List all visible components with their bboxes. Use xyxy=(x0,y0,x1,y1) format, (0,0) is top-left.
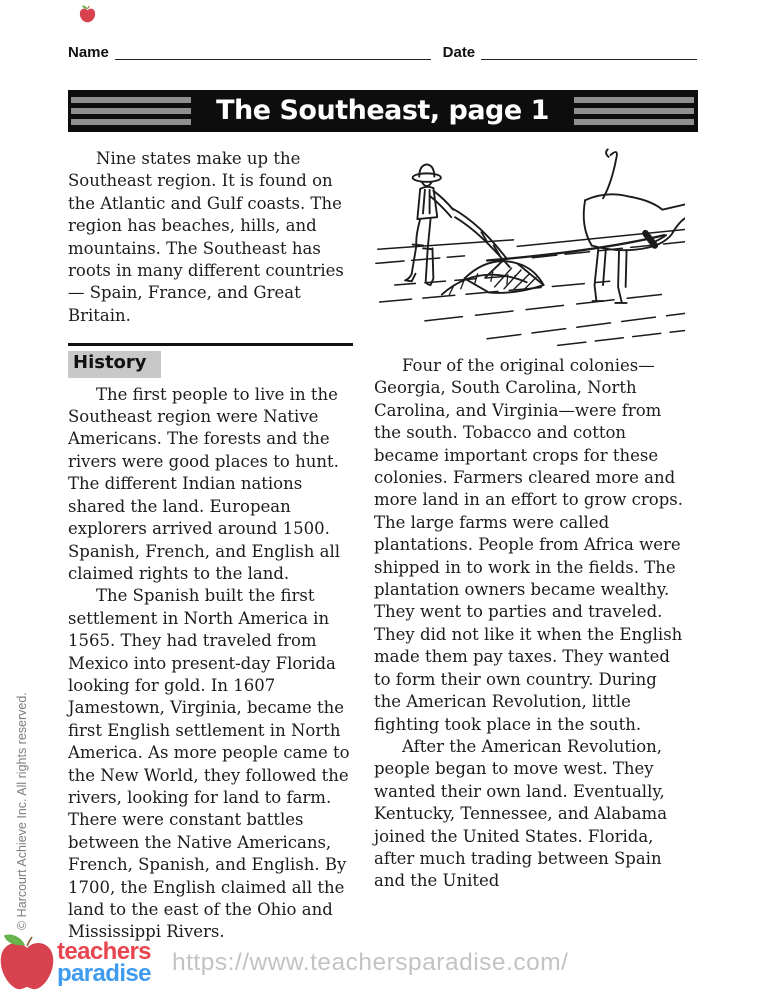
date-label: Date xyxy=(442,44,476,61)
intro-paragraph: Nine states make up the Southeast region. It is found on the Atlantic and Gulf coasts. The region has beaches, hills, and mountains. The Southeast has roots in many different countries— Spain, France, and Great Britain. xyxy=(68,149,344,325)
body-paragraph: The first people to live in the Southeast region were Native Americans. The forests and the rivers were good places to hunt. The different Indian nations shared the land. European explorers arrived around 1500. Spanish, French, and English all claimed rights to the land. xyxy=(68,384,341,583)
body-paragraph: The Spanish built the first settlement in North America in 1565. They had traveled from Mexico into present-day Florida looking for gold. In 1607 Jamestown, Virginia, became the first English settlement in North America. As more people came to the New World, they followed the rivers, looking for land to farm. There were constant battles between the Native Americans, French, Spanish, and English. By 1700, the English claimed all the land to the east of the Ohio and Mississippi Rivers. xyxy=(68,586,350,942)
banner-stripes-right-icon xyxy=(574,97,694,125)
teachersparadise-logo[interactable] xyxy=(57,938,151,987)
copyright-notice: © Harcourt Achieve Inc. All rights reserved. xyxy=(15,692,29,930)
section-divider xyxy=(68,343,353,346)
name-blank-line xyxy=(115,42,431,60)
left-column xyxy=(68,148,353,944)
apple-logo-icon xyxy=(79,4,96,23)
body-paragraph: After the American Revolution, people began to move west. They wanted their own land. Eventually, Kentucky, Tennessee, and Alabama joined the United States. Florida, after much trading between Spain and the United xyxy=(374,736,668,891)
section-heading: History xyxy=(68,351,161,377)
logo-word-teachers: teachers xyxy=(57,938,151,965)
title-banner xyxy=(68,90,698,132)
logo-word-paradise: paradise xyxy=(57,960,151,987)
banner-stripes-left-icon xyxy=(71,97,191,125)
right-column xyxy=(374,142,685,893)
page-title: The Southeast, page 1 xyxy=(216,94,549,126)
apple-logo-icon xyxy=(0,932,56,990)
name-date-row xyxy=(68,42,697,61)
body-paragraph: Four of the original colonies— Georgia, South Carolina, North Carolina, and Virginia—were from the south. Tobacco and cotton became important crops for these colonies. Farmers cleared more and more land in an effort to grow crops. The large farms were called plantations. People from Africa were shipped in to work in the fields. The plantation owners became wealthy. They went to parties and traveled. They did not like it when the English made them pay taxes. They wanted to form their own country. During the American Revolution, little fighting took place in the south. xyxy=(374,356,683,734)
plowing-illustration xyxy=(374,142,685,348)
site-url-link[interactable]: https://www.teachersparadise.com/ xyxy=(172,949,569,976)
name-label: Name xyxy=(68,44,109,61)
date-blank-line xyxy=(481,42,697,60)
